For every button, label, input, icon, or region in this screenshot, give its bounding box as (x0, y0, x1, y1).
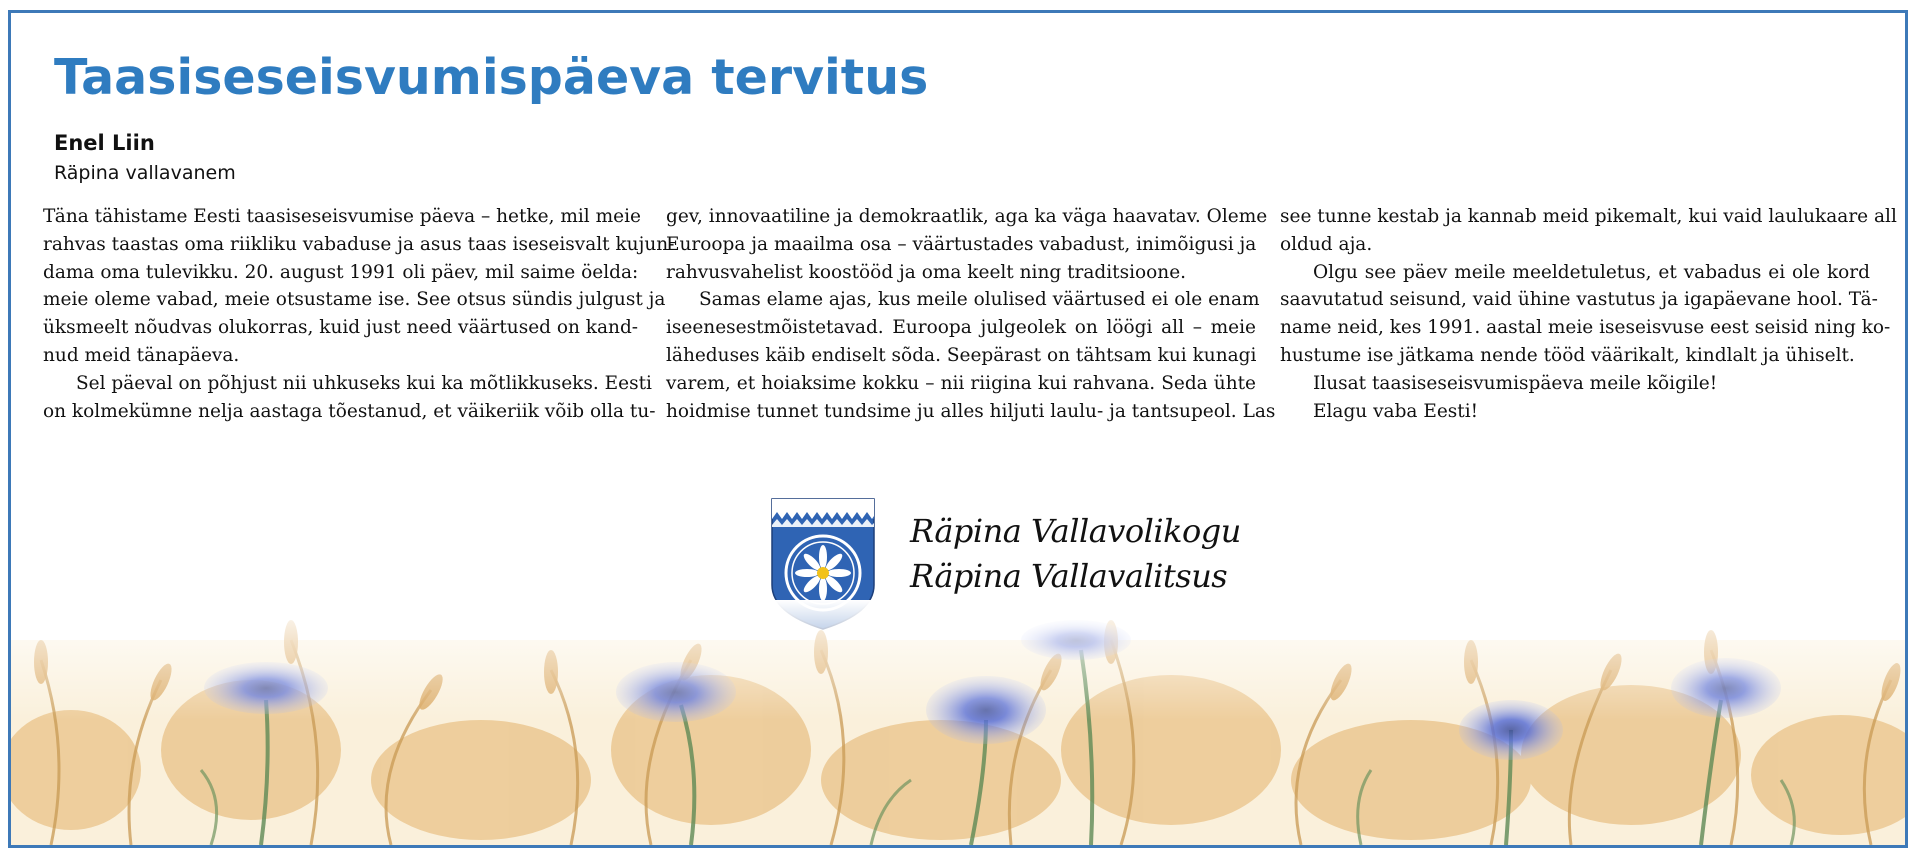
column-text-line: Sel päeval on põhjust nii uhkuseks kui ka mõtlikkuseks. Eesti (76, 372, 652, 394)
column-text-line: oldud aja. (1280, 233, 1373, 255)
column-text-line: dama oma tulevikku. 20. august 1991 oli päev, mil saime öelda: (43, 261, 639, 283)
column-text-line: rahvas taastas oma riikliku vabaduse ja asus taas iseseisvalt kujun- (43, 233, 675, 255)
column-text-line: name neid, kes 1991. aastal meie iseseisvuse eest seisid ning ko- (1280, 317, 1891, 339)
column-text-line: Elagu vaba Eesti! (1313, 400, 1479, 422)
signature-line-2: Räpina Vallavalitsus (910, 557, 1228, 595)
signature-line-1: Räpina Vallavolikogu (910, 512, 1241, 550)
column-text-line: Olgu see päev meile meeldetuletus, et vabadus ei ole kord (1313, 261, 1870, 283)
column-text-line: Ilusat taasiseseisvumispäeva meile kõigile! (1313, 372, 1718, 394)
column-text-line: Samas elame ajas, kus meile olulised väärtused ei ole enam (699, 289, 1260, 311)
column-text-line: hoidmise tunnet tundsime ju alles hiljuti laulu- ja tantsupeol. Las (666, 400, 1276, 422)
column-text-line: on kolmekümne nelja aastaga tõestanud, et väikeriik võib olla tu- (43, 400, 656, 422)
column-text-line: hustume ise jätkama nende tööd väärikalt, kindlalt ja ühiselt. (1280, 344, 1855, 366)
column-text-line: Täna tähistame Eesti taasiseseisvumise päeva – hetke, mil meie (43, 206, 641, 227)
column-text-line: meie oleme vabad, meie otsustame ise. See otsus sündis julgust ja (43, 289, 666, 311)
text-column-1 (43, 203, 675, 425)
column-text-line: saavutatud seisund, vaid ühine vastutus ja igapäevane hool. Tä- (1280, 289, 1878, 311)
text-column-3 (1280, 203, 1897, 425)
column-text-line: varem, et hoiaksime kokku – nii riigina kui rahvana. Seda ühte (666, 372, 1256, 394)
author-role: Räpina vallavanem (54, 162, 236, 184)
column-text-line: gev, innovaatiline ja demokraatlik, aga ka väga haavatav. Oleme (666, 206, 1268, 227)
text-column-2 (666, 203, 1276, 425)
cornflower-wheat-meadow-icon (11, 600, 1905, 845)
author-name: Enel Liin (54, 131, 155, 155)
article-title: Taasiseseisvumispäeva tervitus (54, 49, 929, 106)
column-text-line: üksmeelt nõudvas olukorras, kuid just need väärtused on kand- (43, 317, 639, 339)
column-text-line: iseenesestmõistetavad. Euroopa julgeolek on löögi all – meie (666, 317, 1256, 339)
column-text-line: nud meid tänapäeva. (43, 344, 240, 366)
column-text-line: see tunne kestab ja kannab meid pikemalt, kui vaid laulukaare all (1280, 206, 1897, 227)
column-text-line: Euroopa ja maailma osa – väärtustades vabadust, inimõigusi ja (666, 233, 1257, 255)
column-text-line: rahvusvahelist koostööd ja oma keelt ning traditsioone. (666, 261, 1187, 283)
column-text-line: läheduses käib endiselt sõda. Seepärast on tähtsam kui kunagi (666, 344, 1257, 366)
